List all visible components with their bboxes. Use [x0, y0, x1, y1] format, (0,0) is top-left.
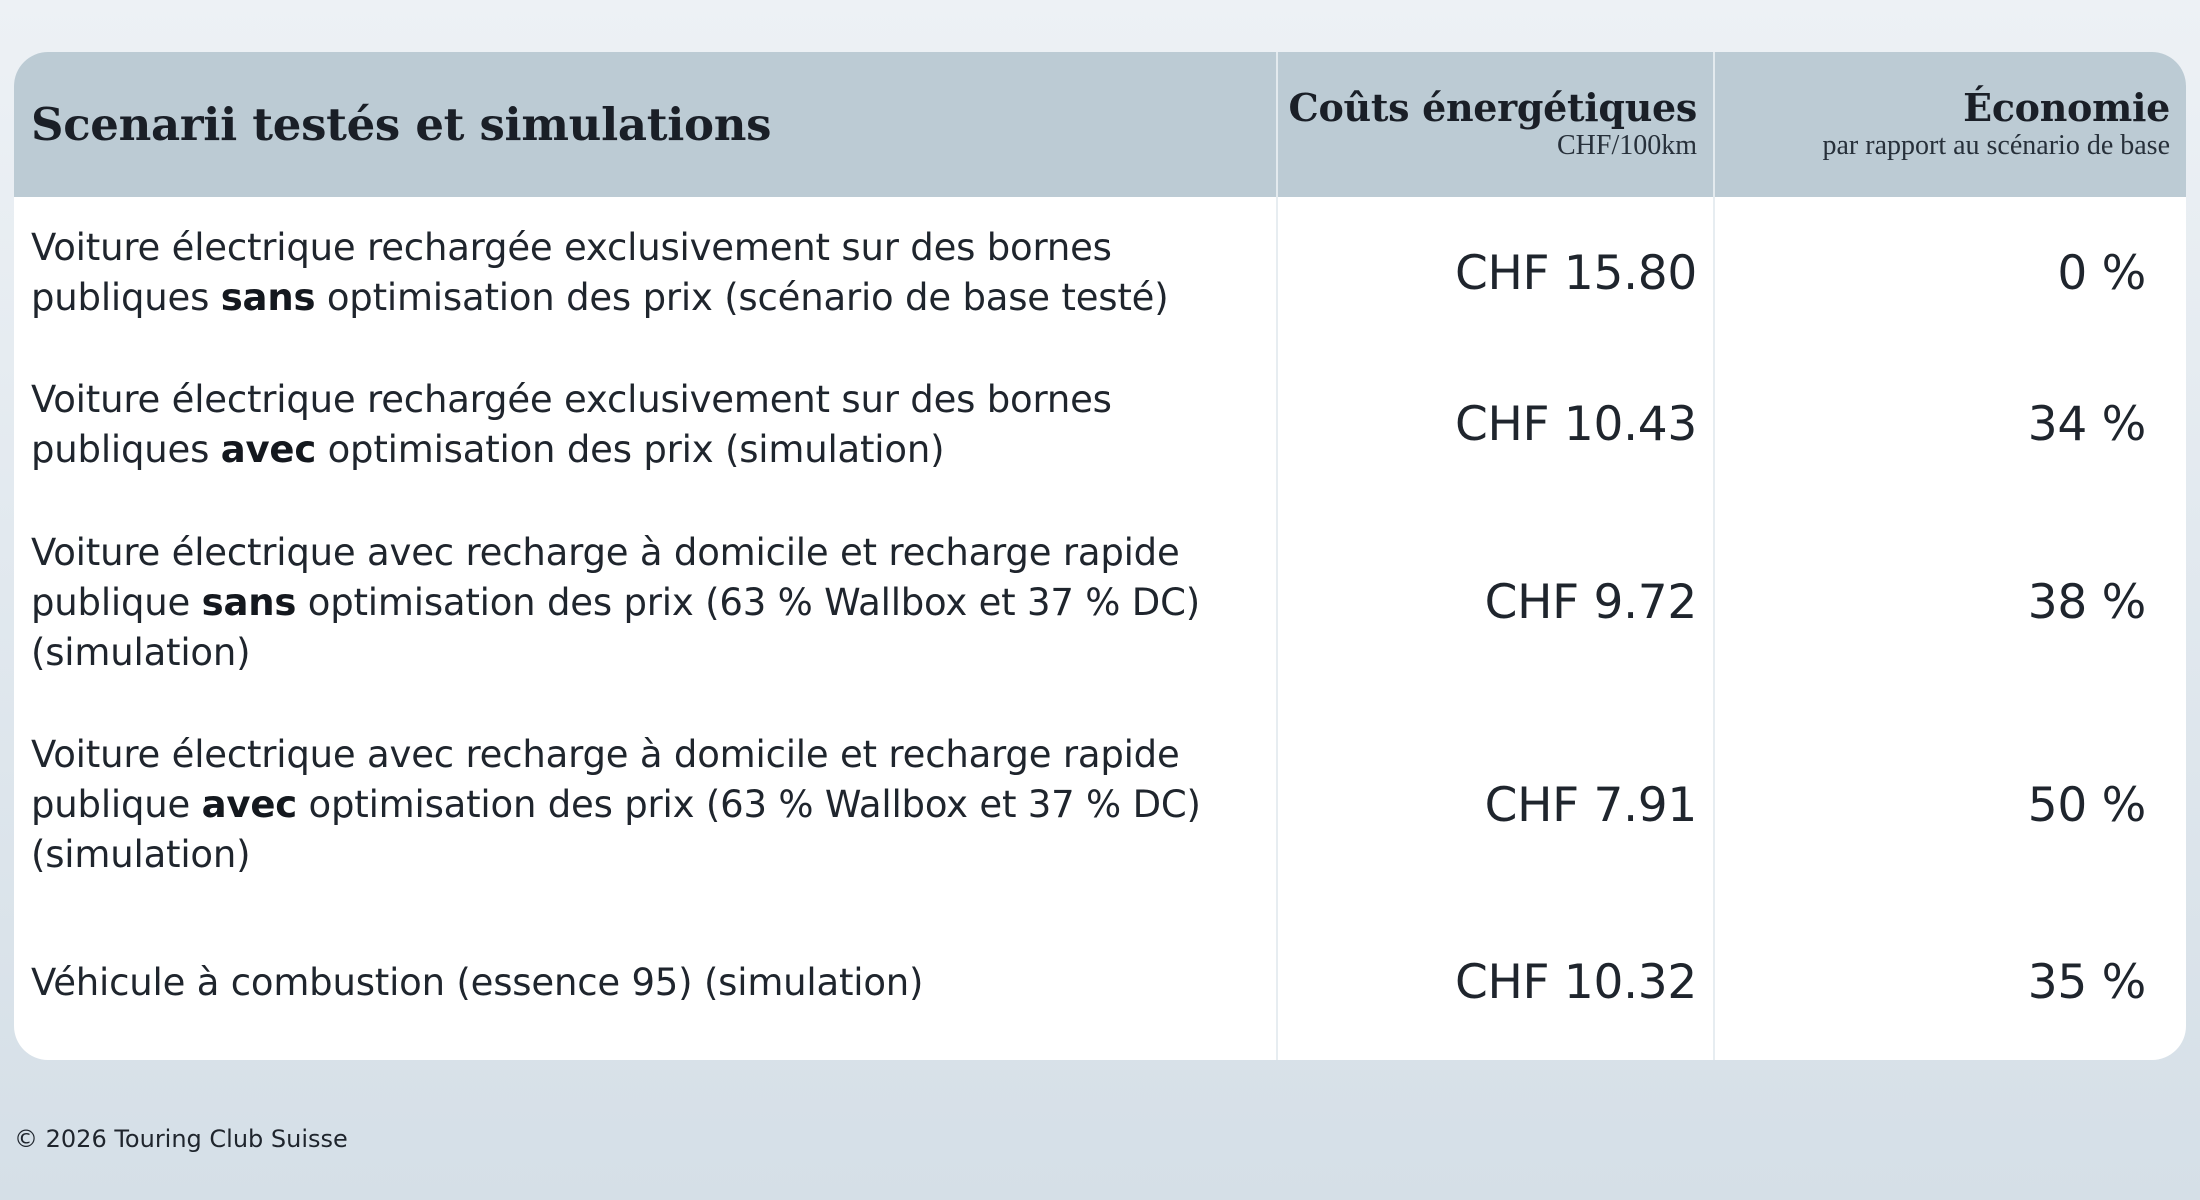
header-saving-title: Économie	[1963, 85, 2170, 131]
saving-value: 34 %	[2027, 397, 2146, 452]
table-row-5-saving	[1713, 905, 2186, 1060]
saving-value: 38 %	[2027, 575, 2146, 630]
cost-value: CHF 9.72	[1484, 575, 1697, 630]
scenario-text: Voiture électrique rechargée exclusivement sur des bornes publiques avec optimisation des prix (simulation)	[31, 377, 1112, 471]
table-row-3-description	[14, 500, 1276, 705]
table-row-5-description	[14, 905, 1276, 1060]
header-cost-unit: CHF/100km	[1556, 130, 1697, 161]
table-row-2-description	[14, 349, 1276, 500]
table-row-4-saving	[1713, 705, 2186, 905]
cost-value: CHF 7.91	[1484, 777, 1697, 833]
cost-value: CHF 15.80	[1455, 245, 1697, 301]
header-cost-title: Coûts énergétiques	[1288, 85, 1697, 131]
saving-value: 50 %	[2027, 777, 2146, 833]
cost-value: CHF 10.43	[1455, 397, 1697, 452]
header-scenario-title: Scenarii testés et simulations	[31, 98, 772, 151]
table-row-3-cost	[1276, 500, 1713, 705]
scenario-text: Voiture électrique rechargée exclusivement sur des bornes publiques sans optimisation des prix (scénario de base testé)	[31, 226, 1169, 319]
scenario-text: Voiture électrique avec recharge à domicile et recharge rapide publique avec optimisation des prix (63 % Wallbox et 37 % DC) (simulation)	[31, 733, 1201, 876]
table-row-2-cost	[1276, 349, 1713, 500]
saving-value: 35 %	[2027, 955, 2146, 1010]
table-row-4-cost	[1276, 705, 1713, 905]
table-row-3-saving	[1713, 500, 2186, 705]
header-saving-note: par rapport au scénario de base	[1822, 130, 2170, 161]
table-row-1-saving	[1713, 197, 2186, 349]
scenario-text: Véhicule à combustion (essence 95) (simulation)	[31, 960, 924, 1004]
scenario-text: Voiture électrique avec recharge à domicile et recharge rapide publique sans optimisation des prix (63 % Wallbox et 37 % DC) (simulation)	[31, 530, 1200, 674]
table-row-4-description	[14, 705, 1276, 905]
copyright-notice: © 2026 Touring Club Suisse	[14, 1125, 348, 1153]
header-scenario-cell	[14, 52, 1276, 197]
comparison-table	[14, 52, 2186, 1060]
header-saving-cell	[1713, 52, 2186, 197]
header-cost-cell	[1276, 52, 1713, 197]
cost-value: CHF 10.32	[1455, 955, 1697, 1010]
saving-value: 0 %	[2057, 245, 2146, 301]
table-row-2-saving	[1713, 349, 2186, 500]
table-row-5-cost	[1276, 905, 1713, 1060]
table-row-1-description	[14, 197, 1276, 349]
table-row-1-cost	[1276, 197, 1713, 349]
